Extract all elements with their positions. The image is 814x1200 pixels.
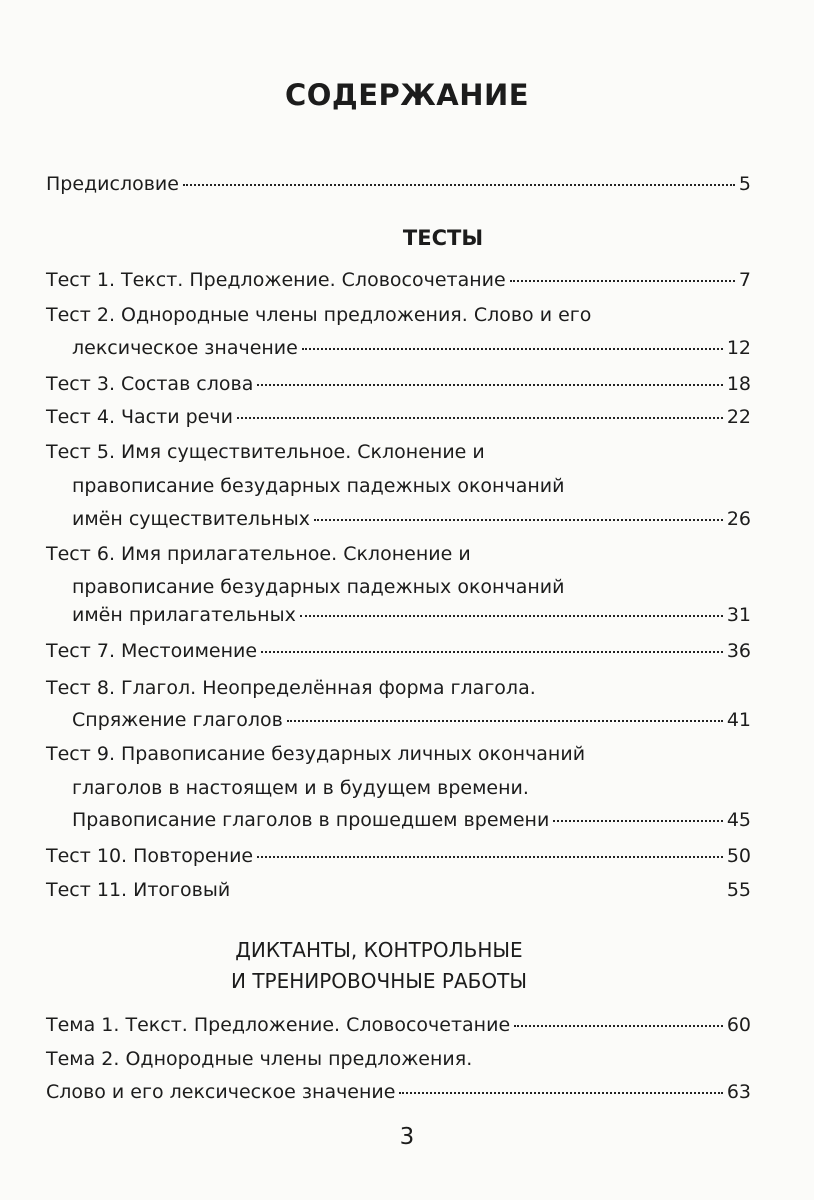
toc-entry-label: Спряжение глаголов bbox=[72, 709, 283, 731]
toc-entry-label: Слово и его лексическое значение bbox=[46, 1081, 396, 1103]
toc-entry-test-7 bbox=[46, 639, 751, 663]
toc-entry-label: Тест 10. Повторение bbox=[46, 845, 254, 867]
toc-entry-page: 18 bbox=[726, 373, 751, 395]
dot-leader bbox=[553, 819, 723, 822]
toc-entry-test-5-line-1: Тест 5. Имя существительное. Склонение и bbox=[46, 441, 485, 463]
toc-entry-test-4 bbox=[46, 405, 751, 429]
toc-entry-page: 31 bbox=[726, 604, 751, 626]
toc-entry-topic-2 bbox=[46, 1080, 751, 1104]
dot-leader bbox=[300, 614, 723, 617]
section-heading-dictations-line-2: И ТРЕНИРОВОЧНЫЕ РАБОТЫ bbox=[231, 969, 527, 993]
toc-entry-page: 55 bbox=[726, 879, 751, 901]
toc-entry-page: 63 bbox=[726, 1081, 751, 1103]
toc-entry-test-8-line-1: Тест 8. Глагол. Неопределённая форма глагола. bbox=[46, 677, 536, 699]
toc-entry-test-6-line-1: Тест 6. Имя прилагательное. Склонение и bbox=[46, 543, 471, 565]
toc-entry-label: Тест 1. Текст. Предложение. Словосочетание bbox=[46, 269, 506, 291]
toc-entry-page: 22 bbox=[726, 406, 751, 428]
toc-entry-test-8 bbox=[72, 708, 751, 732]
toc-entry-page: 36 bbox=[726, 640, 751, 662]
dot-leader bbox=[399, 1091, 722, 1094]
page-number: 3 bbox=[399, 1124, 415, 1150]
dot-leader bbox=[261, 650, 723, 653]
toc-entry-test-5 bbox=[72, 507, 751, 531]
toc-entry-page: 7 bbox=[738, 269, 751, 291]
toc-entry-topic-2-line-1: Тема 2. Однородные члены предложения. bbox=[46, 1048, 473, 1070]
dot-leader bbox=[183, 183, 735, 186]
toc-entry-test-9-line-1: Тест 9. Правописание безударных личных окончаний bbox=[46, 743, 586, 765]
toc-entry-label: Предисловие bbox=[46, 173, 179, 195]
dot-leader bbox=[237, 416, 723, 419]
dot-leader bbox=[257, 383, 722, 386]
page-title: СОДЕРЖАНИЕ bbox=[284, 78, 530, 112]
toc-entry-test-9 bbox=[72, 808, 751, 832]
toc-entry-label: имён прилагательных bbox=[72, 604, 296, 626]
toc-entry-test-10 bbox=[46, 844, 751, 868]
toc-entry-label: Тест 11. Итоговый bbox=[46, 879, 231, 901]
dot-leader bbox=[314, 518, 723, 521]
toc-entry-page: 50 bbox=[726, 845, 751, 867]
toc-entry-test-1 bbox=[46, 268, 751, 292]
toc-entry-test-5-line-2: правописание безударных падежных окончаний bbox=[72, 475, 565, 497]
toc-entry-test-9-line-2: глаголов в настоящем и в будущем времени. bbox=[72, 777, 529, 799]
toc-entry-label: лексическое значение bbox=[72, 337, 298, 359]
toc-entry-label: Тест 7. Местоимение bbox=[46, 640, 258, 662]
toc-entry-preface bbox=[46, 172, 751, 196]
section-heading-dictations-line-1: ДИКТАНТЫ, КОНТРОЛЬНЫЕ bbox=[235, 938, 523, 962]
toc-entry-label: Тема 1. Текст. Предложение. Словосочетание bbox=[46, 1014, 511, 1036]
toc-entry-page: 45 bbox=[726, 809, 751, 831]
dot-leader bbox=[287, 719, 723, 722]
dot-leader bbox=[514, 1024, 723, 1027]
toc-entry-test-2-line-1: Тест 2. Однородные члены предложения. Слово и его bbox=[46, 304, 592, 326]
section-heading-tests: ТЕСТЫ bbox=[402, 226, 484, 250]
toc-entry-label: Тест 3. Состав слова bbox=[46, 373, 254, 395]
toc-entry-page: 26 bbox=[726, 508, 751, 530]
dot-leader bbox=[302, 347, 723, 350]
toc-entry-label: Тест 4. Части речи bbox=[46, 406, 233, 428]
toc-entry-topic-1 bbox=[46, 1013, 751, 1037]
dot-leader bbox=[257, 855, 723, 858]
toc-entry-page: 5 bbox=[738, 173, 751, 195]
toc-entry-label: Правописание глаголов в прошедшем времени bbox=[72, 809, 550, 831]
toc-entry-page: 41 bbox=[726, 709, 751, 731]
toc-entry-page: 12 bbox=[726, 337, 751, 359]
toc-entry-test-11 bbox=[46, 878, 751, 902]
dot-leader bbox=[510, 279, 735, 282]
toc-entry-page: 60 bbox=[726, 1014, 751, 1036]
toc-entry-label: имён существительных bbox=[72, 508, 310, 530]
toc-entry-test-3 bbox=[46, 372, 751, 396]
toc-entry-test-6 bbox=[72, 603, 751, 627]
toc-entry-test-6-line-2: правописание безударных падежных окончаний bbox=[72, 576, 565, 598]
toc-entry-test-2 bbox=[72, 336, 751, 360]
